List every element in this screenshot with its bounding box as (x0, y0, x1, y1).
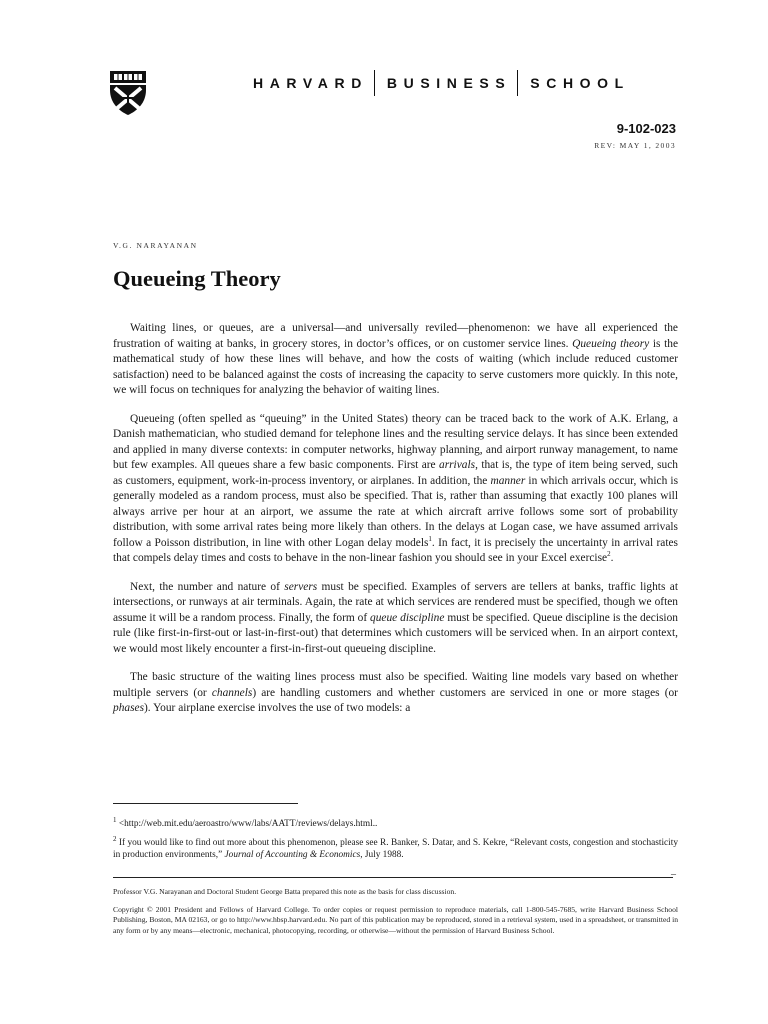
journal-title: Journal of Accounting & Economics (224, 850, 361, 860)
page-footer (113, 887, 678, 943)
footnotes (113, 815, 678, 868)
footnote-1: $^1$ <http://web.mit.edu/aeroastro/www/labs/AATT/reviews/delays.html.. (113, 815, 378, 829)
school-masthead (253, 70, 683, 96)
revision-date: REV: MAY 1, 2003 (594, 141, 676, 150)
term-servers: servers (284, 580, 318, 593)
document-number: 9-102-023 (616, 121, 676, 136)
footnote-divider (113, 803, 298, 804)
paragraph-4: The basic structure of the waiting lines process must also be specified. Waiting line models vary based on whether multiple servers (or channels) are handling customers and whether customers are serviced in one or more stages (or phases). Your airplane exercise involves the use of two models: a (113, 671, 678, 714)
term-queue-discipline: queue discipline (370, 611, 445, 624)
paragraph-2: Queueing (often spelled as “queuing” in the United States) theory can be traced back to the work of A.K. Erlang, a Danish mathematician, who studied demand for telephone lines and the resulting service delays. It has since been extended and applied in many diverse contexts: in computer networks, highway planning, and airport runway management, to name but few examples. All queues share a few basic components. First are arrivals, that is, the type of item being served, such as customers, equipment, work-in-process inventory, or airplanes. In addition, the manner in which arrivals occur, which is generally modeled as a random process, must also be specified. That is, rather than assuming that exactly 100 planes will always arrive per hour at an airport, we assume the rate at which aircraft arrive follows some sort of probability distribution, with some arrival rates being more likely than others. In the delays at Logan case, we have assumed arrivals follow a Poisson distribution, in line with other Logan delay models$^1$. In fact, it is precisely the uncertainty in arrival rates that compels delay times and costs to behave in the non-linear fashion you should see in your Excel exercise$^2$. (113, 412, 678, 564)
masthead-business: BUSINESS (386, 75, 512, 91)
masthead-harvard: HARVARD (253, 75, 368, 91)
term-phases: phases (113, 702, 145, 714)
term-arrivals: arrivals (439, 459, 476, 471)
footer-copyright: Copyright © 2001 President and Fellows of Harvard College. To order copies or request permission to reproduce materials, call 1-800-545-7685, write Harvard Business School Publishing, Boston, MA 02163, or go to http://www.hbsp.harvard.edu. No part of this publication may be reproduced, stored in a retrieval system, used in a spreadsheet, or transmitted in any form or by any means—electronic, mechanical, photocopying, recording, or otherwise—without the permission of Harvard Business School. (113, 904, 678, 935)
harvard-shield-logo (109, 70, 147, 116)
term-manner: manner (490, 474, 526, 487)
footnote-ref-2: 2 (607, 550, 611, 559)
page-title: Queueing Theory (113, 266, 281, 291)
footer-divider (113, 877, 673, 878)
footer-credit: Professor V.G. Narayanan and Doctoral Student George Batta prepared this note as the basis for class discussion. (113, 887, 457, 896)
paragraph-1: Waiting lines, or queues, are a universal—and universally reviled—phenomenon: we have all experienced the frustration of waiting at banks, in grocery stores, in doctor’s offices, or on customer service lines. Queueing theory is the mathematical study of how these lines will behave, and how the costs of waiting (which include reduced customer satisfaction) need to be balanced against the costs of increasing the capacity to serve customers more quickly. In this note, we will focus on techniques for analyzing the behavior of waiting lines. (113, 322, 679, 396)
paragraph-3: Next, the number and nature of servers must be specified. Examples of servers are tellers at banks, traffic lights at intersections, or runways at air terminals. Again, the rate at which services are rendered must be specified, though we often assume it will be a random process. Finally, the form of queue discipline must be specified. Queue discipline is the decision rule (like first-in-first-out or last-in-first-out) that determines which customers will be serviced when. In an airport context, we would most likely encounter a first-in-first-out queueing discipline. (113, 580, 678, 655)
footnote-2: $^2$ If you would like to find out more about this phenomenon, please see R. Banker, S. Datar, and S. Kekre, “Relevant costs, congestion and stochasticity in production environments,” Journal of Accounting & Economics, July 1988. (113, 834, 678, 860)
author-name: V.G. NARAYANAN (113, 241, 198, 250)
masthead-divider (374, 70, 375, 96)
term-queueing-theory: Queueing theory (572, 337, 650, 350)
footer-dash: – (671, 869, 676, 880)
masthead-divider (517, 70, 518, 96)
body-text (113, 321, 678, 730)
term-channels: channels (211, 686, 253, 699)
footnote-ref-1: 1 (428, 534, 432, 543)
masthead-school: SCHOOL (530, 75, 630, 91)
